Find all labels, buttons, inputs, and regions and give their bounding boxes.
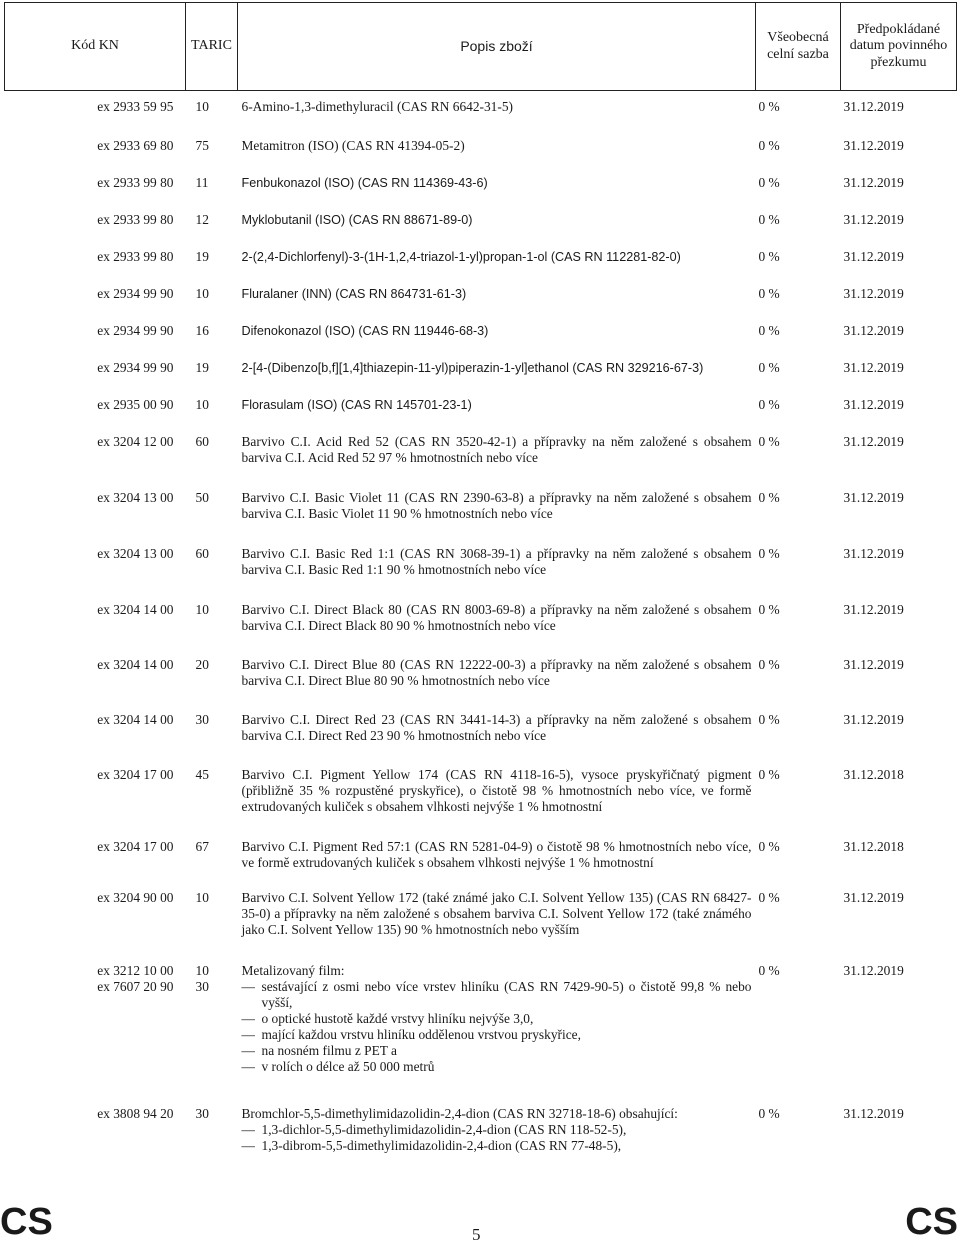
cn-code: ex 3204 17 00 [97, 838, 174, 854]
cn-code: ex 2933 99 80 [97, 248, 174, 264]
review-date: 31.12.2019 [843, 1105, 904, 1121]
footer-language-left: CS [0, 1201, 53, 1243]
header-kod-kn: Kód KN [5, 3, 186, 91]
review-date: 31.12.2019 [843, 601, 904, 617]
table-row [5, 350, 957, 387]
description-cell [238, 424, 756, 480]
duty-rate: 0 % [758, 285, 780, 301]
taric-code: 10 [195, 285, 209, 301]
cn-code: ex 3204 13 00 [97, 489, 174, 505]
taric-cell [186, 350, 238, 387]
taric-code: 12 [195, 211, 209, 227]
description-text: Metamitron (ISO) (CAS RN 41394-05-2) [241, 137, 465, 153]
taric-code: 19 [195, 248, 209, 264]
description-cell [238, 757, 756, 829]
cn-code-cell [5, 91, 186, 128]
duty-rate: 0 % [758, 396, 780, 412]
cn-code: ex 3204 14 00 [97, 711, 174, 727]
description-cell [238, 480, 756, 536]
description-list-item: — 1,3-dibrom-5,5-dimethylimidazolidin-2,4-dion (CAS RN 77-48-5), [242, 1138, 752, 1154]
taric-code: 60 [195, 433, 209, 449]
description-list-item: — mající každou vrstvu hliníku oddělenou vrstvou pryskyřice, [242, 1027, 752, 1043]
cn-code: ex 2933 99 80 [97, 174, 174, 190]
table-row [5, 592, 957, 647]
description-text: Barvivo C.I. Direct Red 23 (CAS RN 3441-14-3) a přípravky na něm založené s obsahem barviva C.I. Direct Red 23 90 % hmotnostních nebo více [241, 711, 752, 743]
description-cell [238, 387, 756, 424]
review-date: 31.12.2019 [843, 545, 904, 561]
taric-code: 30 [195, 711, 209, 727]
review-date: 31.12.2019 [843, 962, 904, 978]
review-date: 31.12.2019 [843, 248, 904, 264]
cn-code-cell [5, 202, 186, 239]
cn-code: ex 3204 14 00 [97, 656, 174, 672]
review-date: 31.12.2019 [843, 322, 904, 338]
cn-code: ex 2934 99 90 [97, 359, 174, 375]
description-text: 2-(2,4-Dichlorfenyl)-3-(1H-1,2,4-triazol-1-yl)propan-1-ol (CAS RN 112281-82-0) [241, 249, 681, 264]
header-popis: Popis zboží [238, 3, 756, 91]
review-date: 31.12.2019 [843, 211, 904, 227]
taric-cell [186, 165, 238, 202]
taric-code: 10 [195, 99, 209, 114]
duty-rate: 0 % [758, 359, 780, 375]
taric-code: 11 [195, 174, 209, 190]
review-date: 31.12.2019 [843, 889, 904, 905]
cn-code-cell [5, 313, 186, 350]
table-row [5, 1096, 957, 1166]
cn-code-cell [5, 424, 186, 480]
taric-cell [186, 128, 238, 165]
taric-code: 67 [195, 838, 209, 854]
description-text: Florasulam (ISO) (CAS RN 145701-23-1) [241, 397, 472, 412]
cn-code-cell [5, 536, 186, 592]
duty-rate: 0 % [758, 211, 780, 227]
description-cell [238, 165, 756, 202]
taric-cell [186, 829, 238, 880]
table-row [5, 424, 957, 480]
duty-rate: 0 % [758, 137, 780, 153]
description-text: Myklobutanil (ISO) (CAS RN 88671-89-0) [241, 212, 473, 227]
description-cell [238, 91, 756, 128]
table-row [5, 387, 957, 424]
cn-code-cell [5, 350, 186, 387]
description-cell [238, 702, 756, 757]
taric-cell [186, 276, 238, 313]
table-row [5, 239, 957, 276]
taric-code: 60 [195, 545, 209, 561]
description-text: Bromchlor-5,5-dimethylimidazolidin-2,4-dion (CAS RN 32718-18-6) obsahující: [241, 1105, 678, 1121]
duty-rate: 0 % [758, 545, 780, 561]
header-datum: Předpokládané datum povinného přezkumu [841, 3, 957, 91]
taric-cell [186, 880, 238, 953]
cn-code-cell [5, 165, 186, 202]
review-date: 31.12.2019 [843, 396, 904, 412]
review-date: 31.12.2018 [843, 766, 904, 782]
description-cell [238, 829, 756, 880]
cn-code-cell [5, 276, 186, 313]
description-cell [238, 202, 756, 239]
tariff-table [4, 2, 957, 1166]
cn-code-cell [5, 757, 186, 829]
description-cell [238, 592, 756, 647]
taric-code: 30 [195, 1105, 209, 1121]
review-date: 31.12.2019 [843, 285, 904, 301]
footer-language-right: CS [905, 1201, 958, 1243]
description-cell [238, 880, 756, 953]
table-row [5, 880, 957, 953]
taric-cell [186, 313, 238, 350]
cn-code-cell [5, 829, 186, 880]
review-date: 31.12.2019 [843, 174, 904, 190]
footer-page-number: 5 [472, 1225, 481, 1244]
table-row [5, 165, 957, 202]
description-list-item: — v rolích o délce až 50 000 metrů [242, 1059, 752, 1075]
cn-code-cell [5, 880, 186, 953]
table-row [5, 953, 957, 1096]
taric-code: 50 [195, 489, 209, 505]
description-text: Barvivo C.I. Basic Red 1:1 (CAS RN 3068-39-1) a přípravky na něm založené s obsahem barviva C.I. Basic Red 1:1 90 % hmotnostních nebo více [241, 545, 752, 577]
taric-cell [186, 702, 238, 757]
duty-rate: 0 % [758, 962, 780, 978]
duty-rate: 0 % [758, 489, 780, 505]
header-taric: TARIC [186, 3, 238, 91]
cn-code: ex 3204 90 00 [97, 889, 174, 905]
taric-cell [186, 592, 238, 647]
description-text: Barvivo C.I. Solvent Yellow 172 (také známé jako C.I. Solvent Yellow 135) (CAS RN 68427-35-0) a přípravky na něm založené s obsahem barviva C.I. Solvent Yellow 172 (také známého jako C.I. Solvent Yellow 135) 90 % hmotnostních nebo vyšším [241, 889, 752, 937]
taric-code: 16 [195, 322, 209, 338]
description-list-item: — sestávající z osmi nebo více vrstev hliníku (CAS RN 7429-90-5) o čistotě 99,8 % nebo vyšší, [242, 979, 752, 1011]
cn-code-cell [5, 239, 186, 276]
cn-code-cell [5, 128, 186, 165]
description-cell [238, 953, 756, 1096]
description-text: Barvivo C.I. Pigment Red 57:1 (CAS RN 5281-04-9) o čistotě 98 % hmotnostních nebo více, ve formě extrudovaných kuliček s obsahem vlhkosti nejvýše 1 % hmotnostní [241, 838, 752, 870]
taric-code: 10 [195, 601, 209, 617]
description-list-item: — na nosném filmu z PET a [242, 1043, 752, 1059]
cn-code: ex 2934 99 90 [97, 322, 174, 338]
description-text: Metalizovaný film: [241, 962, 345, 978]
cn-code: ex 2933 69 80 [97, 137, 174, 153]
description-text: Barvivo C.I. Acid Red 52 (CAS RN 3520-42-1) a přípravky na něm založené s obsahem barviva C.I. Acid Red 52 97 % hmotnostních nebo více [241, 433, 752, 465]
taric-cell [186, 953, 238, 1096]
table-row [5, 702, 957, 757]
duty-rate: 0 % [758, 174, 780, 190]
header-row [5, 3, 957, 91]
cn-code: ex 3204 13 00 [97, 545, 174, 561]
description-list-item: — 1,3-dichlor-5,5-dimethylimidazolidin-2,4-dion (CAS RN 118-52-5), [242, 1122, 752, 1138]
taric-cell [186, 91, 238, 128]
description-text: Barvivo C.I. Basic Violet 11 (CAS RN 2390-63-8) a přípravky na něm založené s obsahem barviva C.I. Basic Violet 11 90 % hmotnostních nebo více [241, 489, 752, 521]
description-cell [238, 239, 756, 276]
description-text: Barvivo C.I. Direct Blue 80 (CAS RN 12222-00-3) a přípravky na něm založené s obsahem barviva C.I. Direct Blue 80 90 % hmotnostních nebo více [241, 656, 752, 688]
cn-code: ex 3212 10 00 [97, 962, 174, 978]
review-date: 31.12.2019 [843, 433, 904, 449]
cn-code-cell [5, 702, 186, 757]
review-date: 31.12.2019 [843, 656, 904, 672]
taric-code: 19 [195, 359, 209, 375]
taric-code: 30 [195, 978, 209, 994]
duty-rate: 0 % [758, 433, 780, 449]
duty-rate: 0 % [758, 248, 780, 264]
cn-code: ex 2935 00 90 [97, 396, 174, 412]
duty-rate: 0 % [758, 99, 780, 114]
description-text: Fenbukonazol (ISO) (CAS RN 114369-43-6) [241, 175, 488, 190]
table-row [5, 757, 957, 829]
cn-code: ex 3204 17 00 [97, 766, 174, 782]
duty-rate: 0 % [758, 766, 780, 782]
cn-code-cell [5, 592, 186, 647]
review-date: 31.12.2018 [843, 838, 904, 854]
taric-code: 10 [195, 962, 209, 978]
duty-rate: 0 % [758, 322, 780, 338]
table-row [5, 536, 957, 592]
review-date: 31.12.2019 [843, 137, 904, 153]
table-row [5, 829, 957, 880]
description-cell [238, 128, 756, 165]
cn-code-cell [5, 647, 186, 702]
taric-cell [186, 757, 238, 829]
description-cell [238, 647, 756, 702]
cn-code-cell [5, 953, 186, 1096]
description-text: Barvivo C.I. Direct Black 80 (CAS RN 8003-69-8) a přípravky na něm založené s obsahem barviva C.I. Direct Black 80 90 % hmotnostních nebo více [241, 601, 752, 633]
cn-code: ex 2933 99 80 [97, 211, 174, 227]
taric-code: 10 [195, 396, 209, 412]
duty-rate: 0 % [758, 656, 780, 672]
taric-cell [186, 480, 238, 536]
taric-code: 10 [195, 889, 209, 905]
duty-rate: 0 % [758, 601, 780, 617]
review-date: 31.12.2019 [843, 99, 904, 114]
taric-code: 45 [195, 766, 209, 782]
table-row [5, 91, 957, 128]
description-cell [238, 276, 756, 313]
taric-code: 75 [195, 137, 209, 153]
description-text: 2-[4-(Dibenzo[b,f][1,4]thiazepin-11-yl)piperazin-1-yl]ethanol (CAS RN 329216-67-3) [241, 360, 704, 375]
duty-rate: 0 % [758, 889, 780, 905]
cn-code: ex 3204 14 00 [97, 601, 174, 617]
taric-cell [186, 387, 238, 424]
cn-code: ex 3808 94 20 [97, 1105, 174, 1121]
table-row [5, 480, 957, 536]
description-text: Fluralaner (INN) (CAS RN 864731-61-3) [241, 286, 467, 301]
header-sazba: Všeobecná celní sazba [756, 3, 841, 91]
taric-cell [186, 647, 238, 702]
cn-code: ex 2934 99 90 [97, 285, 174, 301]
taric-cell [186, 202, 238, 239]
description-text: Difenokonazol (ISO) (CAS RN 119446-68-3) [241, 323, 489, 338]
taric-cell [186, 1096, 238, 1166]
duty-rate: 0 % [758, 711, 780, 727]
duty-rate: 0 % [758, 838, 780, 854]
description-cell [238, 1096, 756, 1166]
table-row [5, 276, 957, 313]
taric-code: 20 [195, 656, 209, 672]
duty-rate: 0 % [758, 1105, 780, 1121]
cn-code: ex 3204 12 00 [97, 433, 174, 449]
taric-cell [186, 536, 238, 592]
table-row [5, 128, 957, 165]
description-text: Barvivo C.I. Pigment Yellow 174 (CAS RN 4118-16-5), vysoce pryskyřičnatý pigment (přibližně 35 % rozpustěné pryskyřice), o čistotě 98 % hmotnostních nebo více, ve formě extrudovaných kuliček s obsahem vlhkosti nejvýše 1 % hmotnostní [241, 766, 752, 814]
description-cell [238, 313, 756, 350]
table-row [5, 202, 957, 239]
description-cell [238, 536, 756, 592]
cn-code: ex 7607 20 90 [97, 978, 174, 994]
cn-code-cell [5, 480, 186, 536]
review-date: 31.12.2019 [843, 489, 904, 505]
taric-cell [186, 239, 238, 276]
review-date: 31.12.2019 [843, 359, 904, 375]
cn-code: ex 2933 59 95 [97, 99, 174, 114]
table-row [5, 313, 957, 350]
review-date: 31.12.2019 [843, 711, 904, 727]
cn-code-cell [5, 1096, 186, 1166]
table-row [5, 647, 957, 702]
description-cell [238, 350, 756, 387]
taric-cell [186, 424, 238, 480]
description-text: 6-Amino-1,3-dimethyluracil (CAS RN 6642-31-5) [241, 99, 513, 114]
cn-code-cell [5, 387, 186, 424]
description-list-item: — o optické hustotě každé vrstvy hliníku nejvýše 3,0, [242, 1011, 752, 1027]
